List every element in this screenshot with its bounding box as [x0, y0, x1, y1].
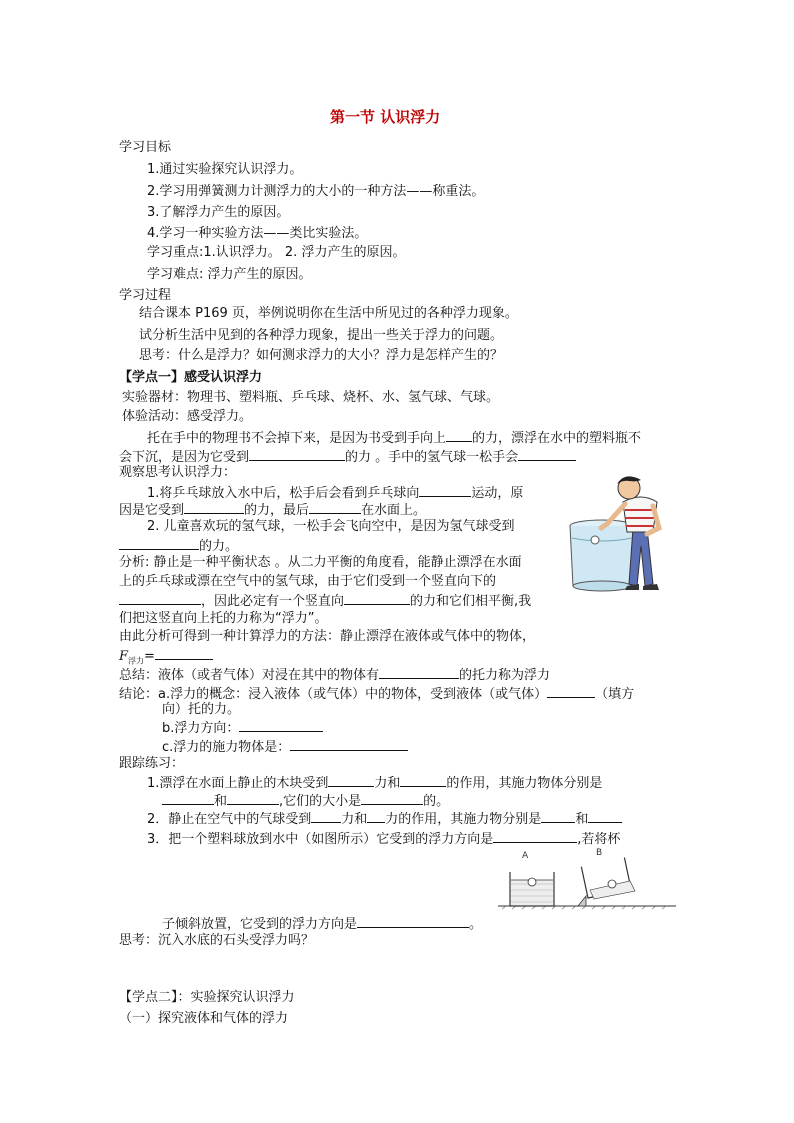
analysis-text: 们把这竖直向上托的力称为“浮力”。	[119, 611, 328, 626]
figure-label-b: B	[596, 848, 603, 858]
practice-heading: 跟踪练习：	[119, 756, 185, 771]
conclusion-text: 结论：a.浮力的概念：浸入液体（或气体）中的物体，受到液体（或气体） （填方	[119, 684, 634, 704]
section-heading-point1: 【学点一】感受认识浮力	[119, 370, 263, 385]
practice-question: 2．静止在空气中的气球受到 力和 力的作用，其施力物分别是 和	[147, 809, 622, 829]
key-points: 学习重点:1.认识浮力。 2. 浮力产生的原因。	[147, 245, 406, 260]
conclusion-text: 向）托的力。	[162, 702, 241, 717]
practice-question: 和 ,它们的大小是 的。	[162, 791, 449, 811]
practice-question: 3．把一个塑料球放到水中（如图所示）它受到的浮力方向是 ,若将杯	[147, 829, 620, 849]
buoyancy-formula: $F_{浮力}=$	[119, 646, 213, 671]
tilted-cup-diagram	[498, 846, 678, 912]
objective-item: 1.通过实验探究认识浮力。	[147, 162, 303, 177]
figure-label-a: A	[522, 851, 529, 861]
section-heading-point2: 【学点二】：实验探究认识浮力	[119, 990, 295, 1005]
text-line: 托在手中的物理书不会掉下来，是因为书受到手向上 的力，漂浮在水中的塑料瓶不	[147, 428, 641, 448]
equipment-list: 实验器材：物理书、塑料瓶、乒乓球、烧杯、水、氢气球、气球。	[122, 390, 500, 405]
process-paragraph: 试分析生活中见到的各种浮力现象，提出一些关于浮力的问题。	[139, 328, 504, 343]
difficulty: 学习难点: 浮力产生的原因。	[147, 267, 312, 282]
process-heading: 学习过程	[119, 288, 172, 303]
summary-text: 总结：液体（或者气体）对浸在其中的物体有 的托力称为浮力	[119, 665, 550, 685]
process-paragraph: 结合课本 P169 页，举例说明你在生活中所见过的各种浮力现象。	[139, 306, 518, 321]
practice-question: 子倾斜放置，它受到的浮力方向是 。	[162, 914, 482, 934]
activity-label: 体验活动：感受浮力。	[122, 409, 253, 424]
objectives-heading: 学习目标	[119, 140, 172, 155]
process-paragraph: 思考：什么是浮力？如何测求浮力的大小？浮力是怎样产生的？	[139, 348, 504, 363]
text-line: 的力。	[119, 536, 238, 556]
observe-label: 观察思考认识浮力：	[119, 465, 237, 480]
conclusion-text: c.浮力的施力物体是：	[162, 737, 408, 757]
analysis-text: 由此分析可得到一种计算浮力的方法：静止漂浮在液体或气体中的物体，	[119, 629, 536, 644]
objective-item: 4.学习一种实验方法——类比实验法。	[147, 226, 368, 241]
objective-item: 3.了解浮力产生的原因。	[147, 205, 290, 220]
text-line: 2. 儿童喜欢玩的氢气球，一松手会飞向空中，是因为氢气球受到	[147, 519, 515, 534]
subsection-heading: （一）探究液体和气体的浮力	[119, 1011, 289, 1026]
text-line: 因是它受到 的力，最后 在水面上。	[119, 500, 426, 520]
think-question: 思考：沉入水底的石头受浮力吗？	[119, 933, 315, 948]
practice-question: 1.漂浮在水面上静止的木块受到 力和 的作用，其施力物体分别是	[147, 773, 602, 793]
analysis-text: 分析: 静止是一种平衡状态 。从二力平衡的角度看，能静止漂浮在水面	[119, 555, 522, 570]
text-line: 会下沉，是因为它受到 的力 。手中的氢气球一松手会	[119, 447, 576, 467]
page-title: 第一节 认识浮力	[330, 108, 441, 126]
conclusion-text: b.浮力方向：	[162, 718, 323, 738]
boy-with-water-tank-illustration	[567, 468, 677, 600]
objective-item: 2.学习用弹簧测力计测浮力的大小的一种方法——称重法。	[147, 184, 485, 199]
analysis-text: ，因此必定有一个竖直向 的力和它们相平衡,我	[119, 591, 531, 611]
analysis-text: 上的乒乓球或漂在空气中的氢气球，由于它们受到一个竖直向下的	[119, 574, 497, 589]
text-line: 1.将乒乓球放入水中后，松手后会看到乒乓球向 运动，原	[147, 483, 523, 503]
